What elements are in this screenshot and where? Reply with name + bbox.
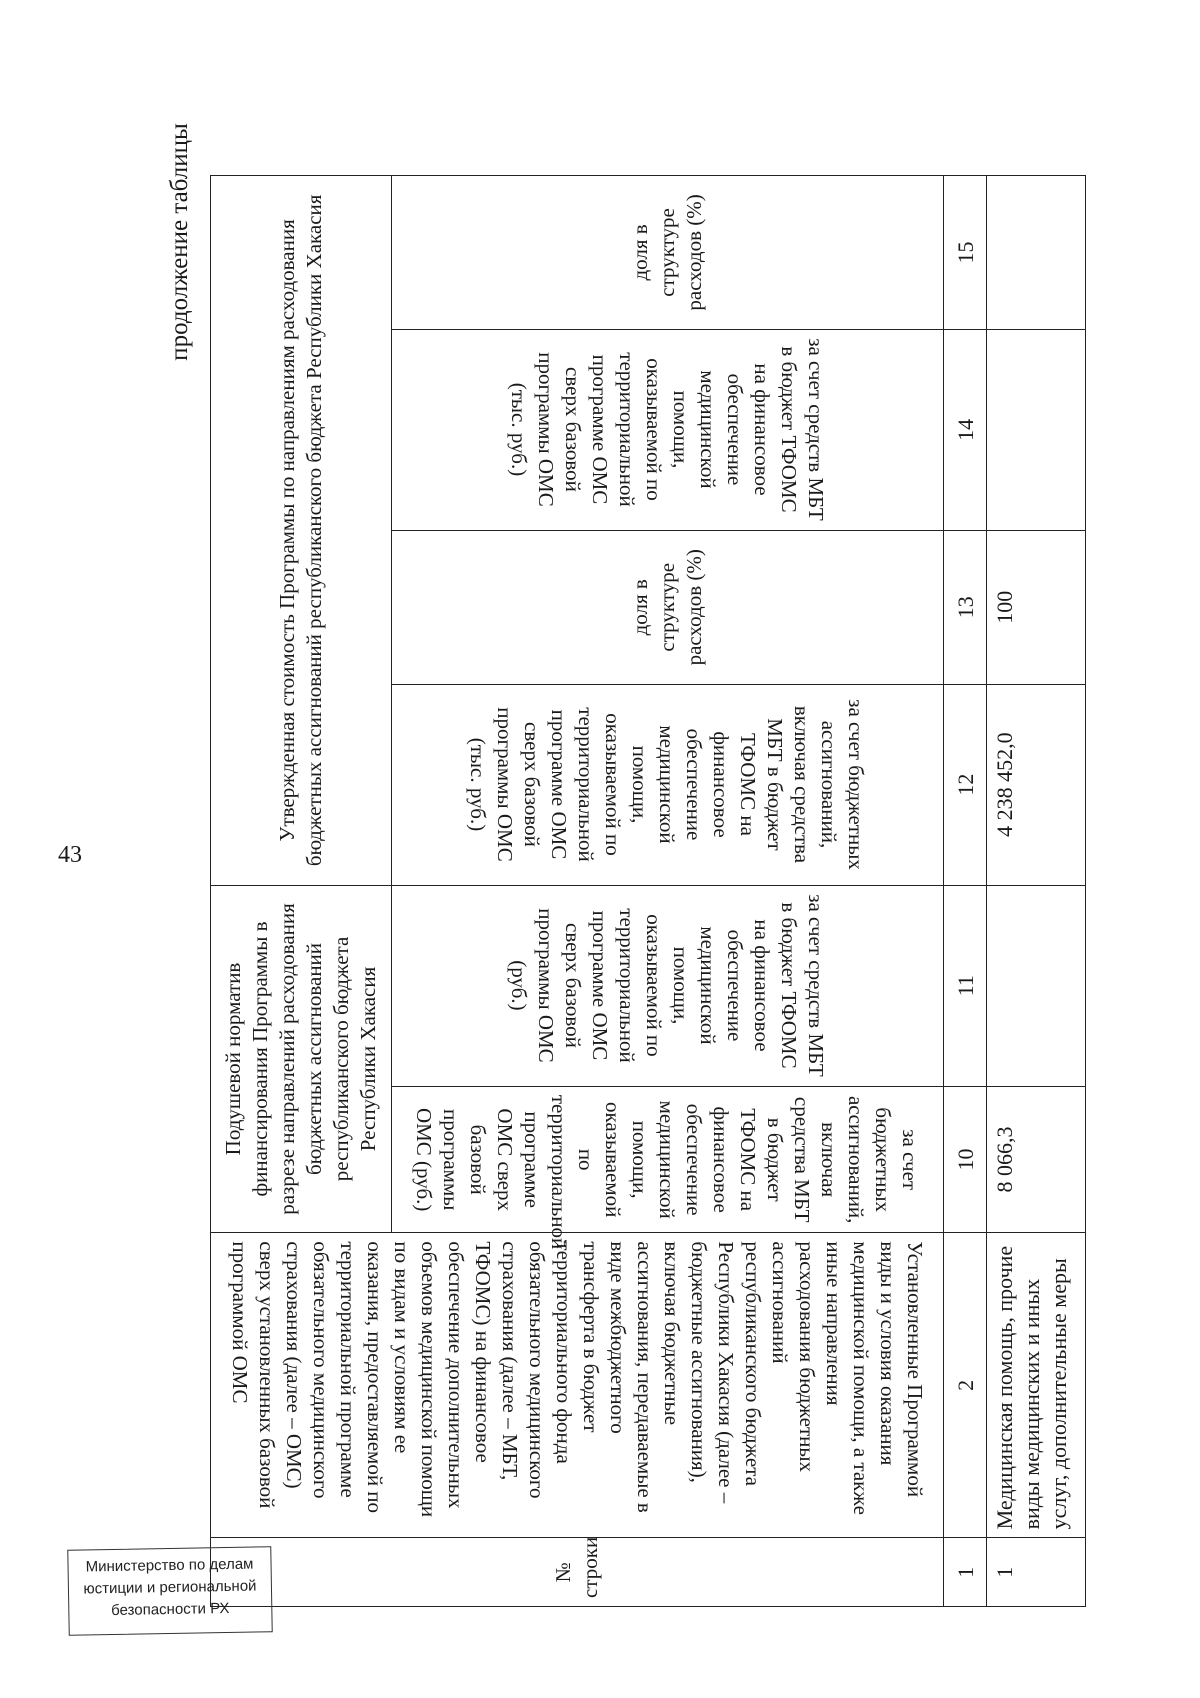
- column-number: 12: [944, 684, 987, 885]
- column-number: 2: [944, 1233, 987, 1538]
- budget-table: [210, 175, 1086, 1607]
- column-number-row: [944, 176, 987, 1607]
- header-per-capita-standard: Подушевой норматив финансирования Программы в разрезе направлений расходования бюджетных ассигнований республиканского бюджета Республики Хакасия: [211, 885, 392, 1233]
- header-col-14: за счет средств МБТ в бюджет ТФОМС на финансовое обеспечение медицинской помощи, оказываемой по территориальной программе ОМС сверх базовой программы ОМС (тыс. руб.): [391, 329, 943, 530]
- column-number: 10: [944, 1086, 987, 1233]
- column-number: 15: [944, 176, 987, 330]
- row-name: Медицинская помощь, прочие виды медицинских и иных услуг, дополнительные меры: [987, 1233, 1086, 1538]
- column-number: 11: [944, 885, 987, 1086]
- table-continuation-caption: продолжение таблицы: [166, 123, 193, 361]
- column-number: 14: [944, 329, 987, 530]
- table-row: [987, 176, 1086, 1607]
- header-col-10: за счет бюджетных ассигнований, включая средства МБТ в бюджет ТФОМС на финансовое обеспечение медицинской помощи, оказываемой по территориальной программе ОМС сверх базовой программы ОМС (руб.): [391, 1086, 943, 1233]
- value-col-14: [987, 329, 1086, 530]
- header-approved-cost: Утвержденная стоимость Программы по направлениям расходования бюджетных ассигнований республиканского бюджета Республики Хакасия: [211, 176, 392, 886]
- value-col-13: 100: [987, 530, 1086, 684]
- header-col-13: доля в структуре расходов (%): [391, 530, 943, 684]
- value-col-10: 8 066,3: [987, 1086, 1086, 1233]
- value-col-11: [987, 885, 1086, 1086]
- stamp-line: безопасности РХ: [111, 1599, 230, 1620]
- value-col-12: 4 238 452,0: [987, 684, 1086, 885]
- value-col-15: [987, 176, 1086, 330]
- header-row-number: № строки: [211, 1538, 944, 1607]
- header-col-11: за счет средств МБТ в бюджет ТФОМС на финансовое обеспечение медицинской помощи, оказываемой по территориальной программе ОМС сверх базовой программы ОМС (руб.): [391, 885, 943, 1086]
- header-description: Установленные Программой виды и условия оказания медицинской помощи, а также иные направления расходования бюджетных ассигнований республиканского бюджета Республики Хакасия (далее – бюджетные ассигнования), включая бюджетные ассигнования, передаваемые в виде межбюджетного трансферта в бюджет территориального фонда обязательного медицинского страхования (далее – МБТ, ТФОМС) на финансовое обеспечение дополнительных объемов медицинской помощи по видам и условиям ее оказания, предоставляемой по территориальной программе обязательного медицинского страхования (далее – ОМС) сверх установленных базовой программой ОМС: [211, 1233, 944, 1538]
- stamp-line: Министерство по делам: [85, 1555, 254, 1576]
- column-number: 13: [944, 530, 987, 684]
- column-number: 1: [944, 1538, 987, 1607]
- header-col-15: доля в структуре расходов (%): [391, 176, 943, 330]
- row-number: 1: [987, 1538, 1086, 1607]
- header-col-12: за счет бюджетных ассигнований, включая средства МБТ в бюджет ТФОМС на финансовое обеспечение медицинской помощи, оказываемой по территориальной программе ОМС сверх базовой программы ОМС (тыс. руб.): [391, 684, 943, 885]
- ministry-stamp: [67, 1546, 272, 1636]
- stamp-line: юстиции и региональной: [83, 1577, 257, 1598]
- page-number: 43: [58, 842, 82, 868]
